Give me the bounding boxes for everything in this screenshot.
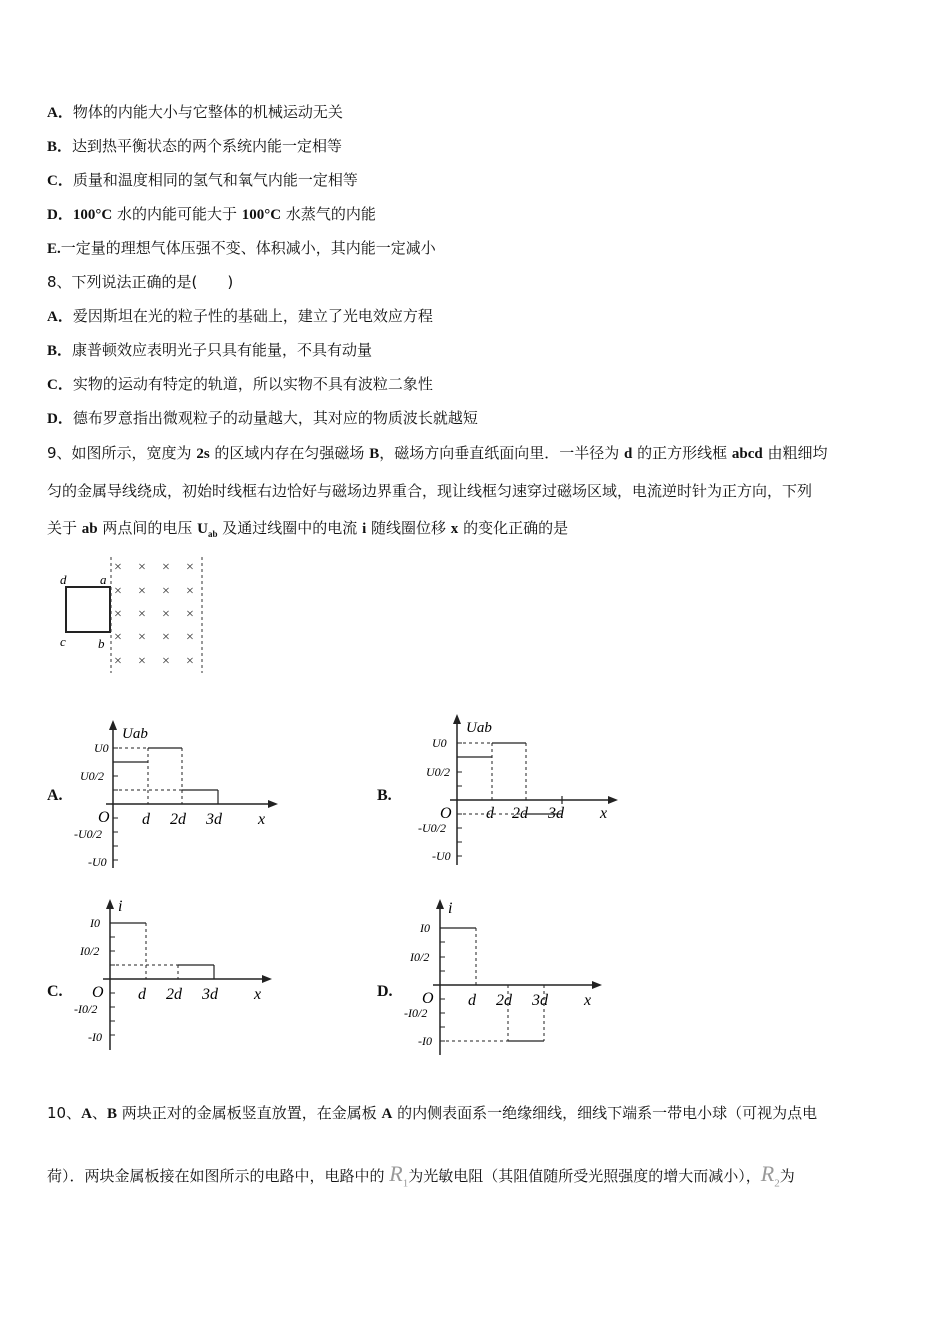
- svg-text:U0: U0: [432, 736, 447, 750]
- option-b-label: B.: [377, 787, 392, 804]
- svg-text:×: ×: [186, 560, 194, 575]
- svg-text:×: ×: [114, 584, 122, 599]
- svg-text:×: ×: [162, 630, 170, 645]
- svg-text:2d: 2d: [166, 986, 182, 1003]
- svg-text:-I0/2: -I0/2: [74, 1002, 98, 1016]
- var: B: [369, 446, 380, 462]
- svg-text:×: ×: [138, 584, 146, 599]
- field-crosses: [114, 560, 194, 669]
- svg-text:O: O: [98, 809, 110, 826]
- var: R: [389, 1161, 403, 1186]
- text: 及通过线圈中的电流: [217, 519, 363, 537]
- svg-text:d: d: [468, 992, 476, 1009]
- q7-option-a: [47, 102, 343, 123]
- svg-text:×: ×: [138, 607, 146, 622]
- text: 关于: [47, 519, 82, 537]
- q7-option-b: [47, 136, 342, 157]
- chart-d: [400, 895, 630, 1060]
- text: 的变化正确的是: [458, 519, 569, 537]
- svg-text:x: x: [584, 992, 592, 1009]
- text: 荷）．两块金属板接在如图所示的电路中，电路中的: [47, 1167, 390, 1185]
- q7-option-c: [47, 170, 358, 191]
- option-label: B．: [47, 139, 73, 155]
- svg-text:2d: 2d: [496, 992, 512, 1009]
- svg-text:×: ×: [186, 584, 194, 599]
- q9-stem-line2: 匀的金属导线绕成，初始时线框右边恰好与磁场边界重合，现让线框匀速穿过磁场区域，电流逆时针为正方向，下列: [47, 482, 813, 500]
- var: abcd: [731, 446, 763, 462]
- svg-text:×: ×: [162, 607, 170, 622]
- option-c-label: C.: [47, 983, 63, 1000]
- svg-text:O: O: [92, 984, 104, 1001]
- svg-text:Uab: Uab: [122, 726, 148, 742]
- svg-text:×: ×: [162, 654, 170, 669]
- svg-text:-I0/2: -I0/2: [404, 1006, 428, 1020]
- q10-stem-line2: [47, 1161, 795, 1193]
- option-text: 爱因斯坦在光的粒子性的基础上，建立了光电效应方程: [72, 307, 433, 325]
- q9-stem-line1: [47, 443, 828, 464]
- svg-text:d: d: [60, 572, 67, 587]
- var: 2s: [196, 446, 210, 462]
- chart-a: [70, 718, 290, 878]
- text: 9、如图所示，宽度为: [47, 444, 197, 462]
- svg-text:×: ×: [114, 654, 122, 669]
- r2-symbol: [760, 1161, 780, 1190]
- option-label: E.: [47, 241, 61, 257]
- svg-text:c: c: [60, 634, 66, 649]
- q8-option-a: [47, 306, 433, 327]
- option-a-label: A.: [47, 787, 63, 804]
- text: 10、: [47, 1104, 82, 1122]
- q8-option-d: [47, 408, 478, 429]
- svg-text:×: ×: [138, 654, 146, 669]
- text: 随线圈位移: [366, 519, 451, 537]
- svg-text:d: d: [486, 805, 494, 822]
- svg-text:×: ×: [186, 654, 194, 669]
- option-label: B．: [47, 343, 73, 359]
- var: x: [450, 521, 459, 537]
- var: A: [81, 1106, 92, 1122]
- var: A: [381, 1106, 393, 1122]
- svg-text:3d: 3d: [206, 811, 222, 828]
- text: 的正方形线框: [632, 444, 732, 462]
- svg-text:3d: 3d: [202, 986, 218, 1003]
- svg-text:×: ×: [186, 630, 194, 645]
- option-text: 德布罗意指出微观粒子的动量越大，其对应的物质波长就越短: [72, 409, 478, 427]
- svg-text:I0: I0: [420, 921, 430, 935]
- q7-option-d: [47, 204, 376, 225]
- svg-text:-I0: -I0: [88, 1030, 102, 1044]
- r1-symbol: [389, 1161, 409, 1190]
- q8-stem: 8、下列说法正确的是( ): [47, 273, 234, 291]
- var: i: [362, 521, 367, 537]
- svg-text:×: ×: [114, 630, 122, 645]
- svg-text:-U0/2: -U0/2: [418, 821, 446, 835]
- svg-text:×: ×: [114, 607, 122, 622]
- text: 为光敏电阻（其阻值随所受光照强度的增大而减小），: [408, 1167, 761, 1185]
- svg-text:-U0/2: -U0/2: [74, 827, 102, 841]
- svg-text:I0/2: I0/2: [410, 950, 430, 964]
- chart-b: [400, 710, 630, 870]
- q8-option-b: [47, 340, 372, 361]
- svg-text:×: ×: [162, 560, 170, 575]
- option-text: 水蒸气的内能: [281, 205, 376, 223]
- svg-text:I0: I0: [90, 916, 100, 930]
- var: d: [624, 446, 633, 462]
- svg-text:2d: 2d: [170, 811, 186, 828]
- option-label: D．: [47, 207, 73, 223]
- q7-option-e: [47, 238, 436, 259]
- svg-text:-U0: -U0: [88, 855, 107, 869]
- option-text: 一定量的理想气体压强不变、体积减小，其内能一定减小: [60, 239, 436, 257]
- option-label: A．: [47, 309, 73, 325]
- svg-text:x: x: [254, 986, 262, 1003]
- option-text: 实物的运动有特定的轨道，所以实物不具有波粒二象性: [72, 375, 433, 393]
- svg-text:3d: 3d: [548, 805, 564, 822]
- subscript: 1: [402, 1177, 409, 1190]
- svg-text:a: a: [100, 572, 107, 587]
- option-text: 水的内能可能大于: [112, 205, 242, 223]
- text: 两块正对的金属板竖直放置，在金属板: [116, 1104, 382, 1122]
- loop-field-figure: [50, 555, 210, 675]
- svg-text:x: x: [600, 805, 608, 822]
- svg-text:i: i: [448, 900, 453, 917]
- svg-text:d: d: [142, 811, 150, 828]
- text: 的内侧表面系一绝缘细线，细线下端系一带电小球（可视为点电: [392, 1104, 818, 1122]
- svg-text:O: O: [422, 990, 434, 1007]
- text: 为: [779, 1167, 795, 1185]
- text: 两点间的电压: [97, 519, 198, 537]
- var: ab: [81, 521, 98, 537]
- svg-text:-I0: -I0: [418, 1034, 432, 1048]
- temperature-value: 100°C: [72, 207, 113, 223]
- q10-stem-line1: [47, 1103, 817, 1124]
- svg-text:O: O: [440, 805, 452, 822]
- svg-text:U0/2: U0/2: [80, 769, 104, 783]
- option-d-label: D.: [377, 983, 393, 1000]
- svg-text:U0/2: U0/2: [426, 765, 450, 779]
- text: 的区域内存在匀强磁场: [209, 444, 370, 462]
- svg-text:i: i: [118, 898, 123, 915]
- option-label: C．: [47, 377, 73, 393]
- option-text: 康普顿效应表明光子只具有能量，不具有动量: [72, 341, 373, 359]
- svg-text:x: x: [258, 811, 266, 828]
- var: R: [760, 1161, 775, 1186]
- text: 由粗细均: [762, 444, 828, 462]
- subscript: ab: [208, 529, 218, 539]
- svg-text:Uab: Uab: [466, 720, 492, 736]
- svg-text:×: ×: [138, 630, 146, 645]
- svg-text:×: ×: [162, 584, 170, 599]
- option-text: 物体的内能大小与它整体的机械运动无关: [72, 103, 343, 121]
- chart-c: [70, 895, 290, 1055]
- text: ，磁场方向垂直纸面向里．一半径为: [379, 444, 624, 462]
- option-label: C．: [47, 173, 73, 189]
- svg-text:d: d: [138, 986, 146, 1003]
- svg-text:U0: U0: [94, 741, 109, 755]
- subscript: 2: [774, 1177, 780, 1190]
- option-text: 质量和温度相同的氢气和氧气内能一定相等: [72, 171, 358, 189]
- var: B: [106, 1106, 117, 1122]
- var: U: [197, 521, 209, 537]
- q8-option-c: [47, 374, 433, 395]
- svg-text:×: ×: [186, 607, 194, 622]
- svg-text:2d: 2d: [512, 805, 528, 822]
- svg-text:I0/2: I0/2: [80, 944, 100, 958]
- option-label: D．: [47, 411, 73, 427]
- q9-stem-line3: [47, 518, 568, 544]
- text: 、: [91, 1104, 107, 1122]
- option-text: 达到热平衡状态的两个系统内能一定相等: [72, 137, 343, 155]
- svg-text:×: ×: [138, 560, 146, 575]
- svg-text:b: b: [98, 636, 105, 651]
- svg-text:3d: 3d: [532, 992, 548, 1009]
- svg-text:×: ×: [114, 560, 122, 575]
- svg-text:-U0: -U0: [432, 849, 451, 863]
- option-label: A．: [47, 105, 73, 121]
- temperature-value: 100°C: [241, 207, 282, 223]
